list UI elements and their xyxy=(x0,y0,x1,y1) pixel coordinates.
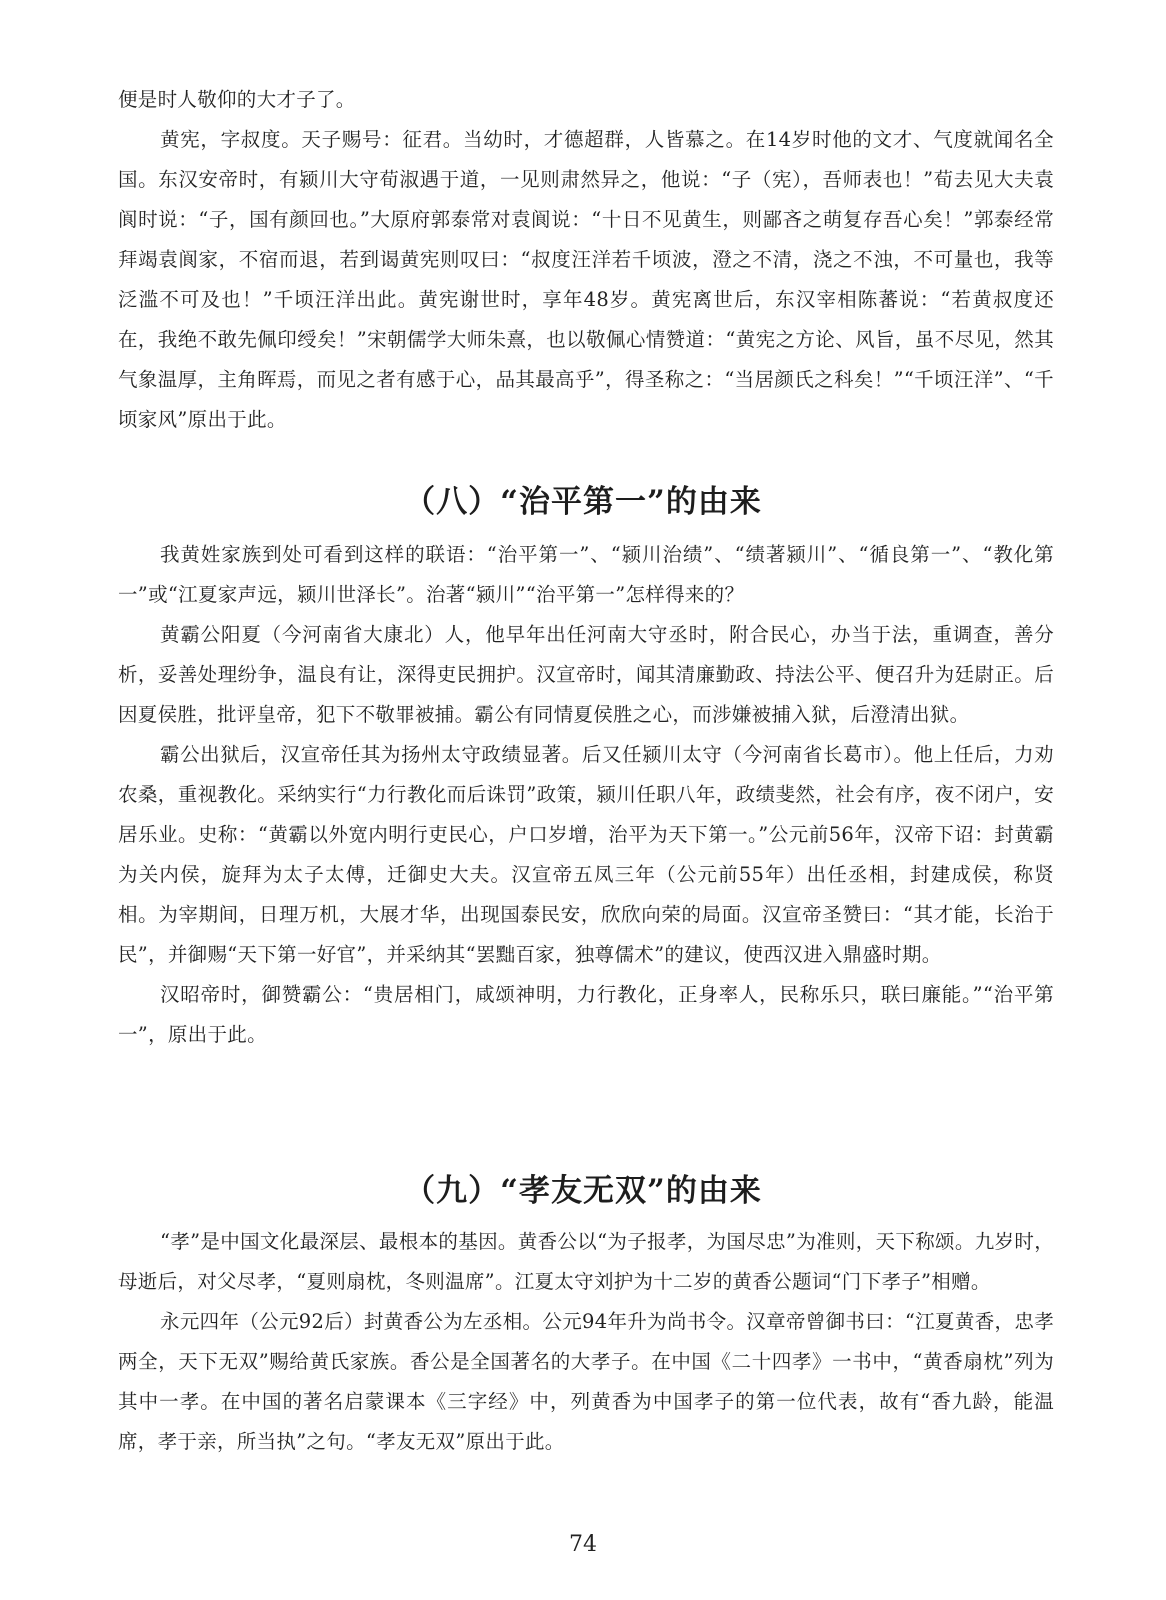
paragraph: 便是时人敬仰的大才子了。 xyxy=(118,88,356,111)
paragraph: 永元四年（公元92后）封黄香公为左丞相。公元94年升为尚书令。汉章帝曾御书曰：“江夏黄香，忠孝两全，天下无双”赐给黄氏家族。香公是全国著名的大孝子。在中国《二十四孝》一书中，“黄香扇枕”列为其中一孝。在中国的著名启蒙课本《三字经》中，列黄香为中国孝子的第一位代表，故有“香九龄，能温席，孝于亲，所当执”之句。“孝友无双”原出于此。 xyxy=(118,1310,1054,1453)
section-heading-9: （九）“孝友无双”的由来 xyxy=(404,1173,762,1209)
paragraph: 黄霸公阳夏（今河南省大康北）人，他早年出任河南大守丞时，附合民心，办当于法，重调查，善分析，妥善处理纷争，温良有让，深得吏民拥护。汉宣帝时，闻其清廉勤政、持法公平、便召升为廷尉正。后因夏侯胜，批评皇帝，犯下不敬罪被捕。霸公有同情夏侯胜之心，而涉嫌被捕入狱，后澄清出狱。 xyxy=(118,623,1054,726)
text-block-top xyxy=(118,80,1054,440)
paragraph: 黄宪，字叔度。天子赐号：征君。当幼时，才德超群，人皆慕之。在14岁时他的文才、气度就闻名全国。东汉安帝时，有颍川大守荀淑遇于道，一见则肃然异之，他说：“子（宪），吾师表也！”荀去见大夫袁阆时说：“子，国有颜回也。”大原府郭泰常对袁阆说：“十日不见黄生，则鄙吝之萌复存吾心矣！”郭泰经常拜竭袁阆家，不宿而退，若到谒黄宪则叹曰：“叔度汪洋若千顷波，澄之不清，浇之不浊，不可量也，我等泛滥不可及也！”千顷汪洋出此。黄宪谢世时，享年48岁。黄宪离世后，东汉宰相陈蕃说：“若黄叔度还在，我绝不敢先佩印绶矣！”宋朝儒学大师朱熹，也以敬佩心情赞道：“黄宪之方论、风旨，虽不尽见，然其气象温厚，主角晖焉，而见之者有感于心，品其最高乎”，得圣称之：“当居颜氏之科矣！”“千顷汪洋”、“千顷家风”原出于此。 xyxy=(118,128,1054,431)
text-block-section-9 xyxy=(118,1222,1054,1462)
text-block-section-8 xyxy=(118,535,1054,1055)
section-heading-8: （八）“治平第一”的由来 xyxy=(404,484,762,520)
paragraph: “孝”是中国文化最深层、最根本的基因。黄香公以“为子报孝，为国尽忠”为准则，天下称颂。九岁时，母逝后，对父尽孝，“夏则扇枕，冬则温席”。江夏太守刘护为十二岁的黄香公题词“门下孝子”相赠。 xyxy=(118,1230,1054,1293)
paragraph: 我黄姓家族到处可看到这样的联语：“治平第一”、“颍川治绩”、“绩著颍川”、“循良第一”、“教化第一”或“江夏家声远，颍川世泽长”。治著“颍川”“治平第一”怎样得来的？ xyxy=(118,543,1054,606)
paragraph: 汉昭帝时，御赞霸公：“贵居相门，咸颂神明，力行教化，正身率人，民称乐只，联曰廉能。”“治平第一”，原出于此。 xyxy=(118,983,1054,1046)
paragraph: 霸公出狱后，汉宣帝任其为扬州太守政绩显著。后又任颍川太守（今河南省长葛市）。他上任后，力劝农桑，重视教化。采纳实行“力行教化而后诛罚”政策，颍川任职八年，政绩斐然，社会有序，夜不闭户，安居乐业。史称：“黄霸以外宽内明行吏民心，户口岁增，治平为天下第一。”公元前56年，汉帝下诏：封黄霸为关内侯，旋拜为太子太傅，迁御史大夫。汉宣帝五凤三年（公元前55年）出任丞相，封建成侯，称贤相。为宰期间，日理万机，大展才华，出现国泰民安，欣欣向荣的局面。汉宣帝圣赞曰：“其才能，长治于民”，并御赐“天下第一好官”，并采纳其“罢黜百家，独尊儒术”的建议，使西汉进入鼎盛时期。 xyxy=(118,743,1054,966)
page-number: 74 xyxy=(569,1532,597,1557)
